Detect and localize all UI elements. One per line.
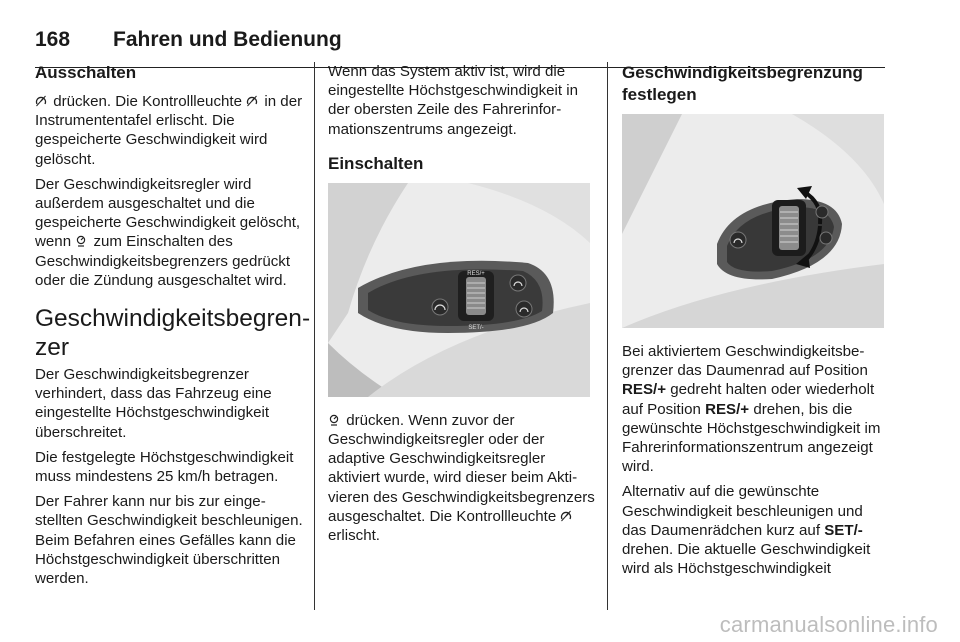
speed-limiter-icon (246, 95, 258, 107)
column-divider (607, 62, 608, 610)
steering-wheel-controls-image (328, 183, 590, 397)
heading-einschalten: Einschalten (328, 153, 424, 173)
paragraph: Alternativ auf die gewünschte Geschwindigkeit beschleunigen und das Daumenrädchen kurz auf SET/- drehen. Die aktuelle Geschwindigkeit wird als Höchstgeschwindigkeit (622, 483, 871, 578)
heading-ausschalten: Ausschalten (35, 63, 137, 82)
column-2 (328, 62, 596, 551)
page-header (35, 20, 885, 50)
paragraph: drücken. Wenn zuvor der Geschwindigkeitsregler oder der adaptive Geschwindigkeitsregler aktiviert wurde, wird dieser beim Aktivieren des Geschwindigkeitsbegrenzers ausgeschaltet. Die Kontrollleuchte erlischt. (328, 411, 595, 545)
paragraph: Der Fahrer kann nur bis zur eingestellten Geschwindigkeit beschleunigen. Beim Befahren eines Gefälles kann die Höchstgeschwindigkeit überschritten werden. (35, 493, 303, 588)
paragraph: Der Geschwindigkeitsbegrenzer verhindert, dass das Fahrzeug eine eingestellte Höchstgeschwindigkeit überschreitet. (35, 366, 272, 441)
column-3 (622, 62, 890, 584)
heading-geschwindigkeitsbegrenzer: Geschwindigkeitsbegrenzer (35, 305, 311, 362)
paragraph: Wenn das System aktiv ist, wird die eingestellte Höchstgeschwindigkeit in der obersten Zeile des Fahrerinformationszentrums angezeigt. (328, 63, 579, 138)
paragraph: Der Geschwindigkeitsregler wird außerdem ausgeschaltet und die gespeicherte Geschwindigkeit gelöscht, wenn zum Einschalten des Geschwindigkeitsbegrenzers gedrückt oder die Zündung ausgeschaltet wird. (35, 175, 301, 289)
column-1 (35, 62, 311, 594)
paragraph: Die festgelegte Höchstgeschwindigkeit muss mindestens 25 km/h betragen. (35, 448, 294, 486)
column-divider (314, 62, 315, 610)
speed-limiter-icon (35, 95, 47, 107)
heading-begrenzung-festlegen: Geschwindigkeitsbegrenzung festlegen (622, 63, 863, 104)
limiter-button-icon (328, 414, 340, 426)
paragraph: drücken. Die Kontrollleuchte in der Instrumententafel erlischt. Die gespeicherte Geschwindigkeit wird gelöscht. (35, 93, 303, 168)
speed-limiter-icon (560, 510, 572, 522)
set-label: SET/- (468, 324, 484, 331)
thumbwheel-image (622, 114, 884, 328)
page-number: 168 (35, 28, 71, 51)
watermark: carmanualsonline.info (719, 612, 938, 637)
running-title: Fahren und Bedienung (113, 28, 342, 51)
paragraph: Bei aktiviertem Geschwindigkeitsbegrenzer das Daumenrad auf Position RES/+ gedreht halten oder wiederholt auf Position RES/+ drehen, bis die gewünschte Höchstgeschwindigkeit im Fahrerinformationszentrum angezeigt wird. (622, 343, 881, 476)
limiter-button-icon (75, 235, 87, 247)
res-label: RES/+ (467, 270, 485, 277)
